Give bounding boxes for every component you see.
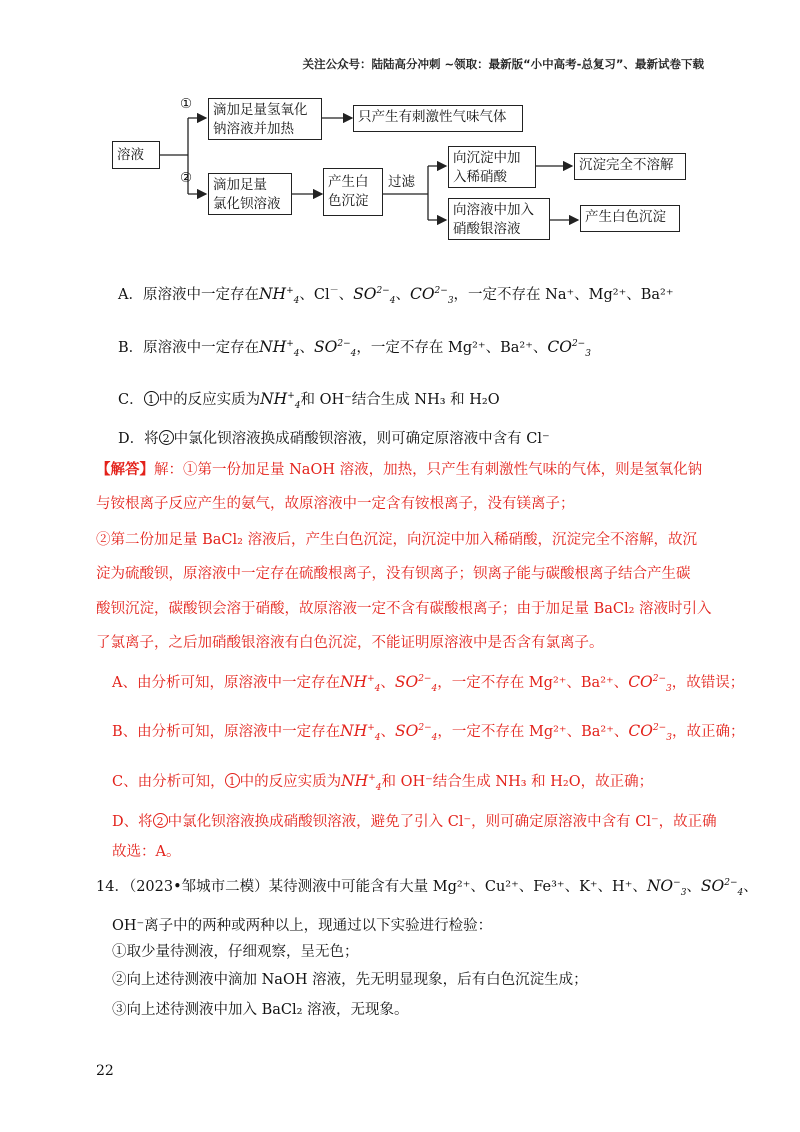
flow-step4-result-text: 产生白色沉淀	[585, 209, 666, 225]
formula-nh4: $NH^+_4$	[340, 722, 381, 744]
flow-precipitate-line1: 产生白	[328, 174, 369, 190]
q14-step2: ②向上述待测液中滴加 NaOH 溶液，先无明显现象，后有白色沉淀生成；	[112, 972, 588, 988]
formula-nh4: $NH^+_4$	[260, 390, 301, 412]
option-b-prefix: B．原溶液中一定存在	[118, 340, 260, 356]
flow-step2-line2: 氯化钡溶液	[213, 196, 281, 212]
flow-step1-line2: 钠溶液并加热	[213, 121, 294, 137]
flow-step1-line1: 滴加足量氢氧化	[213, 102, 308, 118]
answer-a-prefix: A、由分析可知，原溶液中一定存在	[112, 675, 340, 691]
option-c-text2: 和 OH⁻结合生成 NH₃ 和 H₂O	[300, 392, 500, 408]
formula-so4: $SO^{2-}_4$	[395, 722, 438, 744]
flow-step4-line1: 向溶液中加入	[453, 202, 534, 218]
flow-precipitate-line2: 色沉淀	[328, 193, 369, 209]
answer-p1	[96, 460, 702, 480]
answer-a-end: ，故错误；	[671, 675, 745, 691]
answer-b-prefix: B、由分析可知，原溶液中一定存在	[112, 724, 341, 740]
circled-number-2: 2	[159, 430, 174, 445]
page-number: 22	[96, 1063, 114, 1079]
formula-co3: $CO^{2-}_3$	[628, 722, 672, 744]
option-d-prefix: D．将	[118, 431, 159, 447]
q14-step1: ①取少量待测液，仔细观察，呈无色；	[112, 944, 359, 960]
option-a: A．原溶液中一定存在$NH^+_4$、Cl－、$SO^{2-}_4$、$CO^{2-}_3$，一定不存在 Na⁺、Mg²⁺、Ba²⁺	[118, 285, 674, 307]
option-b-middle: ，一定不存在	[356, 340, 448, 356]
option-a-absent-ions: Na⁺、Mg²⁺、Ba²⁺	[545, 287, 674, 303]
flow-box-step4-result	[580, 205, 680, 232]
circled-number-1: 1	[144, 391, 159, 406]
flow-box-step2	[208, 173, 292, 215]
formula-so4: $SO^{2-}_4$	[394, 673, 438, 695]
answer-b-middle: ，一定不存在 Mg²⁺、Ba²⁺、	[437, 724, 629, 740]
option-b: B．原溶液中一定存在$NH^+_4$、$SO^{2-}_4$，一定不存在 Mg²⁺、Ba²⁺、$CO^{2-}_3$	[118, 338, 591, 360]
formula-so4: $SO^{2-}_4$	[314, 338, 357, 360]
formula-nh4: $NH^+_4$	[259, 338, 300, 360]
formula-so4: $SO^{2-}_4$	[700, 877, 744, 899]
flow-box-precipitate	[323, 168, 383, 216]
option-a-middle: ，一定不存在	[453, 287, 546, 303]
option-b-absent-ions: Mg²⁺、Ba²⁺	[447, 340, 533, 356]
option-d-text: 中氯化钡溶液换成硝酸钡溶液，则可确定原溶液中含有 Cl⁻	[173, 431, 550, 447]
option-d	[118, 429, 550, 449]
formula-nh4: $NH^+_4$	[339, 673, 381, 695]
flow-filter-label: 过滤	[388, 174, 415, 190]
formula-nh4: $NH^+_4$	[341, 772, 382, 794]
answer-p4: 淀为硫酸钡，原溶液中一定存在硫酸根离子，没有钡离子；钡离子能与碳酸根离子结合产生碳	[96, 566, 691, 582]
formula-co3: $CO^{2-}_3$	[409, 285, 454, 307]
q14-line1-text: 14．（2023•邹城市二模）某待测液中可能含有大量 Mg²⁺、Cu²⁺、Fe³⁺、K⁺、H⁺、	[96, 879, 647, 895]
circled-number-2: 2	[153, 813, 168, 828]
q14-step3: ③向上述待测液中加入 BaCl₂ 溶液，无现象。	[112, 1002, 409, 1018]
answer-c-middle: 中的反应实质为	[239, 774, 342, 790]
q14-line1: 14．（2023•邹城市二模）某待测液中可能含有大量 Mg²⁺、Cu²⁺、Fe³⁺、K⁺、H⁺、$NO^-_3$、$SO^{2-}_4$、	[96, 877, 758, 899]
flow-box-step4	[448, 198, 550, 240]
answer-p3: ②第二份加足量 BaCl₂ 溶液后，产生白色沉淀，向沉淀中加入稀硝酸，沉淀完全不溶解，故沉	[96, 532, 698, 548]
flow-box-step1	[208, 98, 322, 140]
answer-choice: 故选：A。	[112, 844, 181, 860]
answer-a: A、由分析可知，原溶液中一定存在$NH^+_4$、$SO^{2-}_4$，一定不存在 Mg²⁺、Ba²⁺、$CO^{2-}_3$，故错误；	[112, 673, 745, 695]
formula-co3: $CO^{2-}_3$	[547, 338, 591, 360]
q14-line2: OH⁻离子中的两种或两种以上，现通过以下实验进行检验：	[112, 918, 493, 934]
flow-step4-line2: 硝酸银溶液	[453, 221, 521, 237]
answer-label: 【解答】	[96, 461, 154, 478]
answer-p2: 与铵根离子反应产生的氨气，故原溶液中一定含有铵根离子，没有镁离子；	[96, 496, 575, 512]
flow-solution-text: 溶液	[117, 147, 144, 163]
option-c-text1: 中的反应实质为	[158, 392, 261, 408]
flow-step3-line1: 向沉淀中加	[453, 150, 521, 166]
option-c	[118, 389, 500, 410]
answer-d-text: 中氯化钡溶液换成硝酸钡溶液，避免了引入 Cl⁻，则可确定原溶液中含有 Cl⁻，故正确	[167, 814, 717, 830]
answer-c-prefix: C、由分析可知，	[112, 774, 225, 790]
flow-step2-line1: 滴加足量	[213, 177, 267, 193]
circled-number-1: 1	[225, 773, 240, 788]
formula-co3: $CO^{2-}_3$	[628, 673, 672, 695]
option-c-prefix: C．	[118, 392, 144, 408]
answer-p6: 了氯离子，之后加硝酸银溶液有白色沉淀，不能证明原溶液中是否含有氯离子。	[96, 635, 604, 651]
flow-step3-line2: 入稀硝酸	[453, 169, 507, 185]
flow-box-step1-result	[353, 105, 523, 132]
answer-d-prefix: D、将	[112, 814, 153, 830]
flow-box-solution	[112, 141, 160, 169]
formula-so4: $SO^{2-}_4$	[353, 285, 396, 307]
flow-box-step3-result	[574, 153, 686, 180]
answer-p5: 酸钡沉淀，碳酸钡会溶于硝酸，故原溶液一定不含有碳酸根离子；由于加足量 BaCl₂ 溶液时引入	[96, 601, 712, 617]
answer-c-end: 和 OH⁻结合生成 NH₃ 和 H₂O，故正确；	[381, 774, 654, 790]
answer-a-middle: ，一定不存在 Mg²⁺、Ba²⁺、	[437, 675, 629, 691]
flow-box-step3	[448, 146, 536, 188]
answer-d	[112, 812, 717, 832]
flow-mark-1: ①	[180, 96, 193, 112]
page-header: 关注公众号：陆陆高分冲刺 ~领取：最新版“小中高考-总复习”、最新试卷下载	[302, 57, 704, 71]
answer-b-end: ，故正确；	[671, 724, 745, 740]
formula-nh4: $NH^+_4$	[258, 285, 300, 307]
answer-b: B、由分析可知，原溶液中一定存在$NH^+_4$、$SO^{2-}_4$，一定不存在 Mg²⁺、Ba²⁺、$CO^{2-}_3$，故正确；	[112, 722, 745, 744]
answer-c	[112, 771, 653, 792]
flow-mark-2: ②	[180, 170, 193, 186]
flow-step3-result-text: 沉淀完全不溶解	[579, 157, 674, 173]
flow-step1-result-text: 只产生有刺激性气味气体	[358, 109, 507, 125]
answer-text-1: 解：①第一份加足量 NaOH 溶液，加热，只产生有刺激性气味的气体，则是氢氧化钠	[154, 462, 703, 478]
formula-no3: $NO^-_3$	[646, 877, 687, 899]
option-a-prefix: A．原溶液中一定存在	[118, 287, 259, 303]
